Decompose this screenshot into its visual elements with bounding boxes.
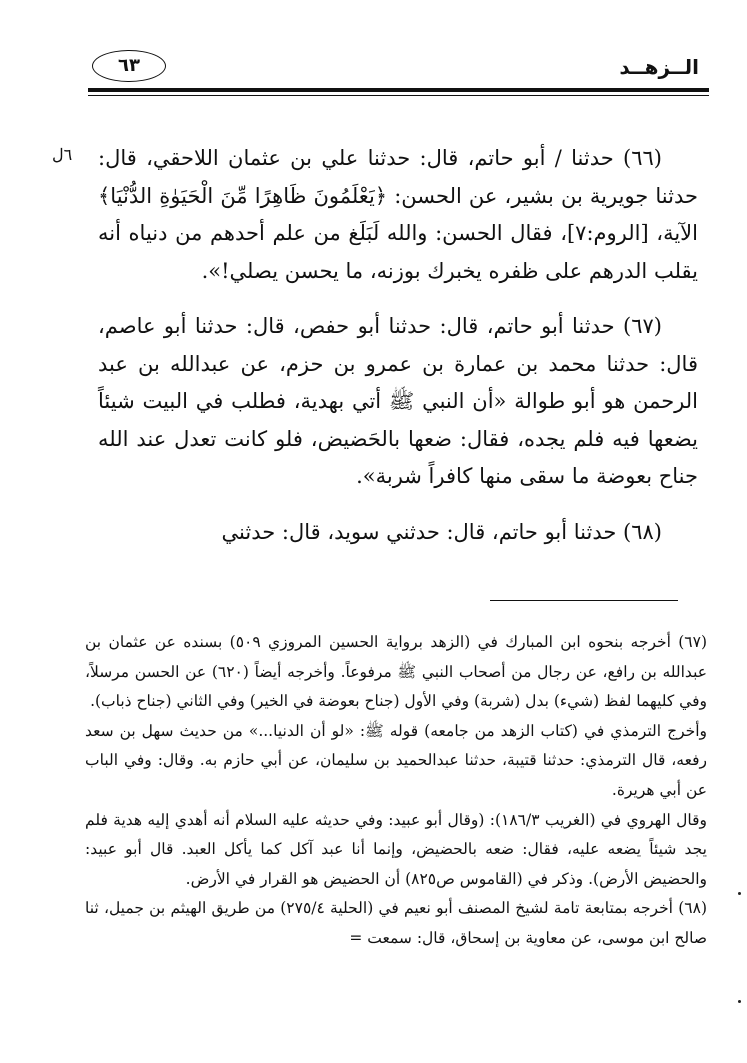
hadith-66: (٦٦) حدثنا / أبو حاتم، قال: حدثنا علي بن عثمان اللاحقي، قال: حدثنا جويرية بن بشير، عن الحسن: ﴿يَعْلَمُونَ ظَاهِرًا مِّنَ الْحَيَوٰةِ الدُّنْيَا﴾ الآية، [الروم:٧]، فقال الحسن: والله لَبَلَغ من علم أحدهم من دنياه أنه يقلب الدرهم على ظفره يخبرك بوزنه، ما يحسن يصلي!». (98, 146, 698, 283)
header-rule-thin (88, 95, 709, 96)
main-text (98, 140, 698, 569)
manuscript-margin-note: ٦ل (52, 145, 73, 164)
page-number: ٦٣ (92, 50, 166, 82)
footnote-separator (490, 600, 678, 601)
footnote-68: (٦٨) أخرجه بمتابعة تامة لشيخ المصنف أبو نعيم في (الحلية ٢٧٥/٤) من طريق الهيثم بن جميل، ثنا صالح ابن موسى، عن معاوية بن إسحاق، قال: سمعت = (85, 899, 707, 947)
footnote-67: (٦٧) أخرجه بنحوه ابن المبارك في (الزهد برواية الحسين المروزي ٥٠٩) بسنده عن عثمان بن عبدالله بن رافع، عن رجال من أصحاب النبي ﷺ مرفوعاً. وأخرجه أيضاً (٦٢٠) عن الحسن مرسلاً، وفي كليهما لفظ (شيء) بدل (شربة) وفي الأول (جناح بعوضة في الخير) وفي الثاني (جناح ذباب). (85, 633, 708, 711)
header-rule (88, 88, 709, 92)
footnote-67-harawi: وقال الهروي في (الغريب ١٨٦/٣): (وقال أبو عبيد: وفي حديثه عليه السلام أنه أهدي إليه هدية فلم يجد شيئاً يضعه عليه، فقال: ضعه بالحضيض، وإنما أنا عبد آكل كما يأكل العبد. قال أبو عبيد: والحضيض الأرض). وذكر في (القاموس ص٨٢٥) أن الحضيض هو القرار في الأرض. (85, 810, 707, 888)
footnotes (85, 628, 707, 954)
scan-speck (738, 1000, 741, 1003)
running-title: الــزهــد (619, 55, 699, 79)
scan-speck (738, 892, 741, 895)
footnote-67-tirmidhi: وأخرج الترمذي في (كتاب الزهد من جامعه) قوله ﷺ: «لو أن الدنيا...» من حديث سهل بن سعد رفعه، قال الترمذي: حدثنا قتيبة، حدثنا عبدالحميد بن سليمان، عن أبي حازم به. وقال: وفي الباب عن أبي هريرة. (85, 721, 707, 799)
hadith-67: (٦٧) حدثنا أبو حاتم، قال: حدثنا أبو حفص، قال: حدثنا أبو عاصم، قال: حدثنا محمد بن عمارة بن عمرو بن حزم، عن عبدالله بن عبد الرحمن هو أبو طوالة «أن النبي ﷺ أتي بهدية، فطلب في البيت شيئاً يضعها فيه فلم يجده، فقال: ضعها بالحَضيض، فلو كانت تعدل عند الله جناح بعوضة ما سقى منها كافراً شربة». (98, 314, 698, 488)
hadith-68: (٦٨) حدثنا أبو حاتم، قال: حدثني سويد، قال: حدثني (221, 519, 662, 544)
